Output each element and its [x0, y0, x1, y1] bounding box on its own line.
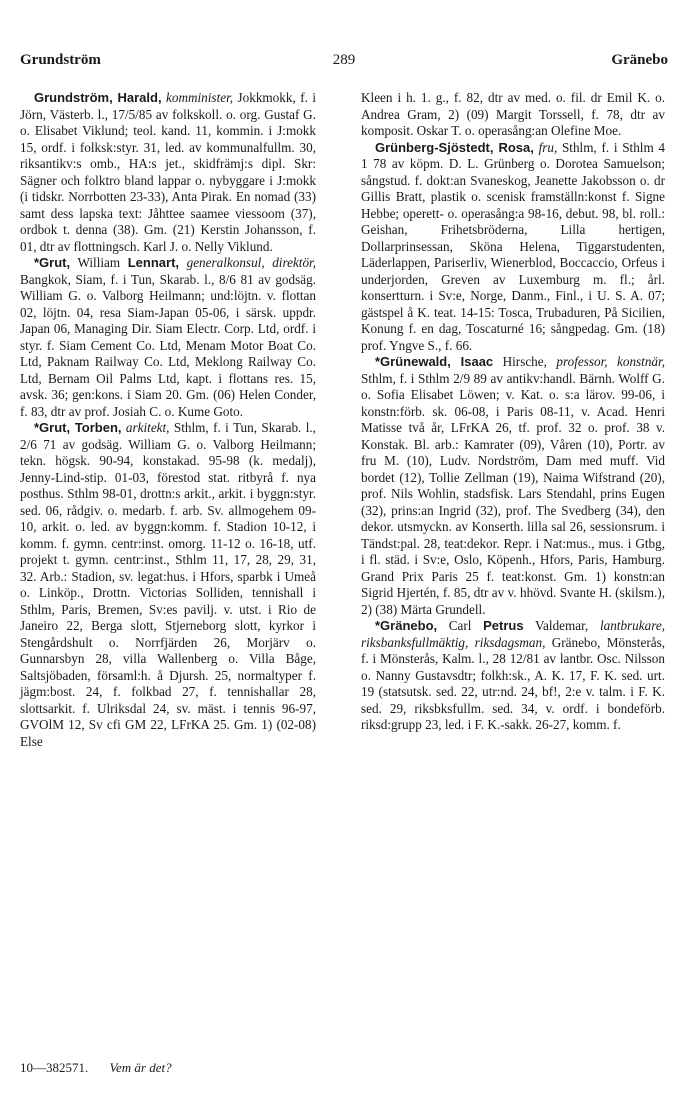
- entry-occupation: professor, konstnär,: [556, 354, 665, 369]
- header-left-catchword: Grundström: [20, 52, 101, 68]
- header-right-catchword: Gränebo: [611, 52, 668, 68]
- entry-text: Jokkmokk, f. i Jörn, Västerb. l., 17/5/85 av folkskoll. o. org. Gustaf G. o. Elisabet Viklund; teol. kand. 11, kommin. i J:mokk 15, ordf. i folksk:styr. 31, led. av kommunalfullm. 30, riksantikv:s omb., HA:s jet., skidfrämj:s dipl. Skr: Sägner och folktro bland lappar o. nybyggare i J:mokk (i tidskr. Norrbotten 23-33), Anta Pirak. En nomad (33) samt dess lapska text: Jåhttee saamee viessoom (37), ordbok t. denna (38). Gm. (21) Kerstin Johansson, f. 01, dtr av flottningsch. Karl J. o. Nelly Viklund.: [20, 90, 316, 254]
- entry-name-tail: Valdemar,: [535, 618, 589, 633]
- entry-grunberg-sjostedt-rosa: [361, 140, 665, 355]
- entry-name: *Grut,: [34, 255, 71, 270]
- entry-name: Grünberg-Sjöstedt, Rosa,: [375, 139, 534, 155]
- entry-text: Sthlm, f. i Tun, Skarab. l., 2/6 71 av godsäg. William G. o. Valborg Heilmann; tekn. högsk. 90-94, konstakad. 95-98 (k. medalj), Jenny-Lind-stip. 01-03, förestod stat. ritbyrå f. nya posthus. Sthlm 98-01, drottn:s arkit., arkit. i byggn:styr. sed. 06, rådgiv. o. medarb. f. arb. Sv. allmogehem 09-10, arkit. o. led. av byggn:komm. f. Stadion 10-12, i komm. f. gymn. centr:inst. omorg. 11-12 o. 16-18, utf. projekt t. gymn. centr:inst., Sthlm 11, 17, 28, 29, 31, 32. Arb.: Stadion, sv. legat:hus. i Hfors, sparbk i Umeå o. Linköp., Drottn. Victorias Solliden, tennishall i Sthlm, Paris, Bremen, Sv:es pavilj. v. utst. i Rio de Janeiro 22, Berga slott, Stjerneborg slott, kyrkor i Stengårdshult o. Norrfjärden 26, Morjärv o. Gunnarsbyn 28, villa Wallenberg o. Villa Båge, Saltsjöbaden, församl:h. å Djursh. 25, normaltyper f. jägm:bost. 24, f. folkbad 27, f. tennishallar 28, slottsarkit. f. Ulriksdal 24, sv. mäst. i tennis 96-97, GVOlM 12, Sv cfi GM 22, LFrKA 25. Gm. 1) (02-08) Else: [20, 420, 316, 749]
- entry-name-bold: Lennart,: [127, 255, 180, 270]
- entry-text: Gränebo, Mönsterås, f. i Mönsterås, Kalm. l., 28 12/81 av lantbr. Osc. Nilsson o. Nanny Gustavsdtr; folkh:sk., A. K. 17, F. K. sed. urt. 19 (statsutsk. sed. 22, utr:nd. 24, bf!, 2:e v. talm. i F. K. sed. 29, riksbksfullm. sed. 34, v. ordf. i bondeförb. riksd:grupp 23, led. i F. K.-sakk. 26-27, komm. f.: [361, 634, 665, 732]
- page-footer: [20, 1060, 172, 1076]
- entry-grut-torben: [20, 420, 316, 750]
- entry-name: Grundström, Harald,: [34, 90, 162, 105]
- entry-occupation: komminister,: [166, 90, 234, 105]
- entry-name-rest: Hirsche,: [502, 354, 547, 369]
- entry-occupation: generalkonsul, direktör,: [186, 255, 317, 270]
- left-column: [20, 90, 316, 750]
- page-header: [20, 52, 668, 74]
- entry-continuation: Kleen i h. 1. g., f. 82, dtr av med. o. fil. dr Emil K. o. Andrea Gram, 2) (09) Margit Torssell, f. 78, dtr av komposit. Oskar T. o. operasång:an Olefine Moe.: [361, 90, 665, 138]
- entry-occupation: arkitekt,: [125, 420, 170, 435]
- right-column: [361, 90, 665, 734]
- signature-code: 10—382571.: [20, 1060, 89, 1075]
- entry-occupation: lantbrukare, riksbanksfullmäktig, riksdagsman,: [361, 618, 666, 650]
- book-title-note: Vem är det?: [109, 1060, 172, 1075]
- entry-name-rest: Carl: [448, 618, 472, 633]
- entry-text: Bangkok, Siam, f. i Tun, Skarab. l., 8/6 81 av godsäg. William G. o. Valborg Heilmann; und:löjtn. v. flottan 02, löjtn. 04, resa Siam-Japan 05-06, i särsk. uppdr. Japan 06, Managing Dir. Siam Electr. Corp. Ltd, ordf. i styr. f. Siam Cement Co. Ltd, Menam Motor Boat Co. Ltd, Paknam Railway Co. Ltd, Meklong Railway Co. Ltd, Bernam Oil Palms Ltd, kapt. i flottans res. 15, avsk. 36; gen:kons. i Siam 20. Gm. (06) Helen Conder, f. 83, dtr av prof. Josiah C. o. Kume Goto.: [20, 271, 316, 419]
- entry-grundstrom-harald: [20, 90, 316, 255]
- entry-granebo-carl-petrus: [361, 618, 665, 734]
- entry-grunewald-isaac: [361, 354, 665, 618]
- entry-name: *Grut, Torben,: [34, 420, 122, 435]
- entry-name: *Grünewald, Isaac: [375, 354, 494, 369]
- entry-text: Sthlm, f. i Sthlm 4 1 78 av köpm. D. L. Grünberg o. Dorotea Samuelson; sångstud. f. dokt:an Svaneskog, Jeanette Jakobsson o. dr Gillis Bratt, plastik o. scenisk framställn:konst f. Signe Hebbe; operett- o. operasång:a 98-16, debut. 98, bl. roll.: Geishan, Frihetsbröderna, Lilla hertigen, Dollarprinsessan, Sköna Helena, Tiggarstudenten, Läderlappen, Pariserliv, Wienerblod, Boccaccio, Orfeus i underjorden, Greven av Luxemburg m. fl.; årl. konsertturn. i Sv:e, Norge, Danm., Finl., i U. S. A. 07; gästspel å K. teat. 14-15: Tosca, Trubaduren, På Sicilien, Konung f. en dag, Toscaturné 16; sångpedag. Gm. (18) prof. Yngve S., f. 66.: [361, 139, 665, 353]
- entry-text: Sthlm, f. i Sthlm 2/9 89 av antikv:handl. Bärnh. Wolff G. o. Sofia Elisabet Löwen; v. Kat. o. s:a lärov. 99-06, i konstn:förb. sk. 06-08, i Paris 08-11, v. Acad. Henri Matisse två år, LFrKA 26, tf. prof. 32 o. prof. 38 v. Konstak. Bl. arb.: Kamrater (09), Våren (10), Portr. av fru M. (10), Ludv. Nordström, Dam med muff. Vid bordet (12), Tollie Zellman (19), Naima Wifstrand (20), prof. Nils Wohlin, stadsfisk. Lars Stendahl, prins Eugen (32), prins:an Ingrid (32), prof. The Svedberg (34), den dekor. utsmyckn. av Konserth. lilla sal 26, sessionsrum. i Tändst:pal. 28, teat:dekor. Repr. i Nat:mus., mus. i Gtbg, i fl. städ. i Sv:e, Oslo, Köpenh., Hfors, Paris, Hamburg. Grand Prix Paris 25 f. teat:konst. Gm. 1) konstn:an Sigrid Hjertén, f. 85, dtr av v. hhövd. Svante H. (skilsm.), 2) (38) Märta Grundell.: [361, 370, 665, 617]
- entry-name: *Gränebo,: [375, 618, 438, 633]
- page-number: 289: [332, 52, 356, 68]
- entry-name-bold: Petrus: [483, 618, 524, 633]
- entry-occupation: fru,: [538, 139, 558, 155]
- entry-grut-william-lennart: [20, 255, 316, 420]
- entry-name-rest: William: [77, 255, 121, 270]
